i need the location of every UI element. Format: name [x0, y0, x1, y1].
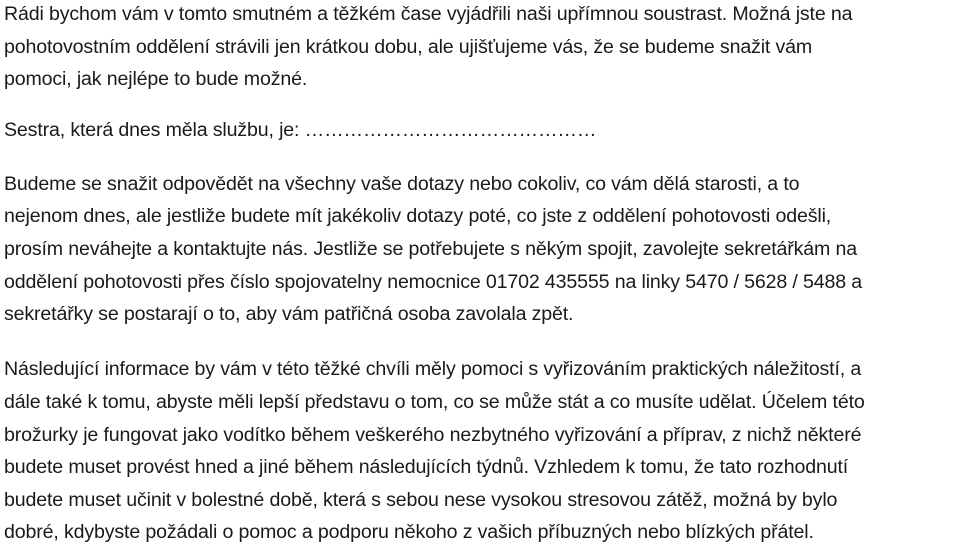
paragraph-questions-line-2: nejenom dnes, ale jestliže budete mít jakékoliv dotazy poté, co jste z oddělení pohotovosti odešli,	[4, 205, 832, 227]
paragraph-condolence-line-3: pomoci, jak nejlépe to bude možné.	[4, 68, 308, 90]
paragraph-information-line-4: budete muset provést hned a jiné během následujících týdnů. Vzhledem k tomu, že tato rozhodnutí	[4, 456, 849, 478]
paragraph-questions-line-5: sekretářky se postarají o to, aby vám patřičná osoba zavolala zpět.	[4, 303, 574, 325]
paragraph-condolence-line-1: Rádi bychom vám v tomto smutném a těžkém čase vyjádřili naši upřímnou soustrast. Možná jste na	[4, 3, 853, 25]
paragraph-questions-line-4: oddělení pohotovosti přes číslo spojovatelny nemocnice 01702 435555 na linky 5470 / 5628 / 5488 a	[4, 271, 862, 293]
paragraph-questions-line-1: Budeme se snažit odpovědět na všechny vaše dotazy nebo cokoliv, co vám dělá starosti, a to	[4, 173, 800, 195]
paragraph-information-line-2: dále také k tomu, abyste měli lepší představu o tom, co se může stát a co musíte udělat. Účelem této	[4, 391, 865, 413]
paragraph-information-line-5: budete muset učinit v bolestné době, která s sebou nese vysokou stresovou zátěž, možná by bylo	[4, 489, 838, 511]
paragraph-information-line-3: brožurky je fungovat jako vodítko během veškerého nezbytného vyřizování a příprav, z nichž některé	[4, 424, 862, 446]
nurse-on-duty-line: Sestra, která dnes měla službu, je: ………………………………………	[4, 119, 597, 141]
paragraph-information-line-1: Následující informace by vám v této těžké chvíli měly pomoci s vyřizováním praktických náležitostí, a	[4, 358, 862, 380]
paragraph-information-line-6: dobré, kdybyste požádali o pomoc a podporu někoho z vašich příbuzných nebo blízkých přátel.	[4, 521, 814, 543]
paragraph-condolence-line-2: pohotovostním oddělení strávili jen krátkou dobu, ale ujišťujeme vás, že se budeme snažit vám	[4, 36, 813, 58]
paragraph-questions-line-3: prosím neváhejte a kontaktujte nás. Jestliže se potřebujete s někým spojit, zavolejte sekretářkám na	[4, 238, 858, 260]
